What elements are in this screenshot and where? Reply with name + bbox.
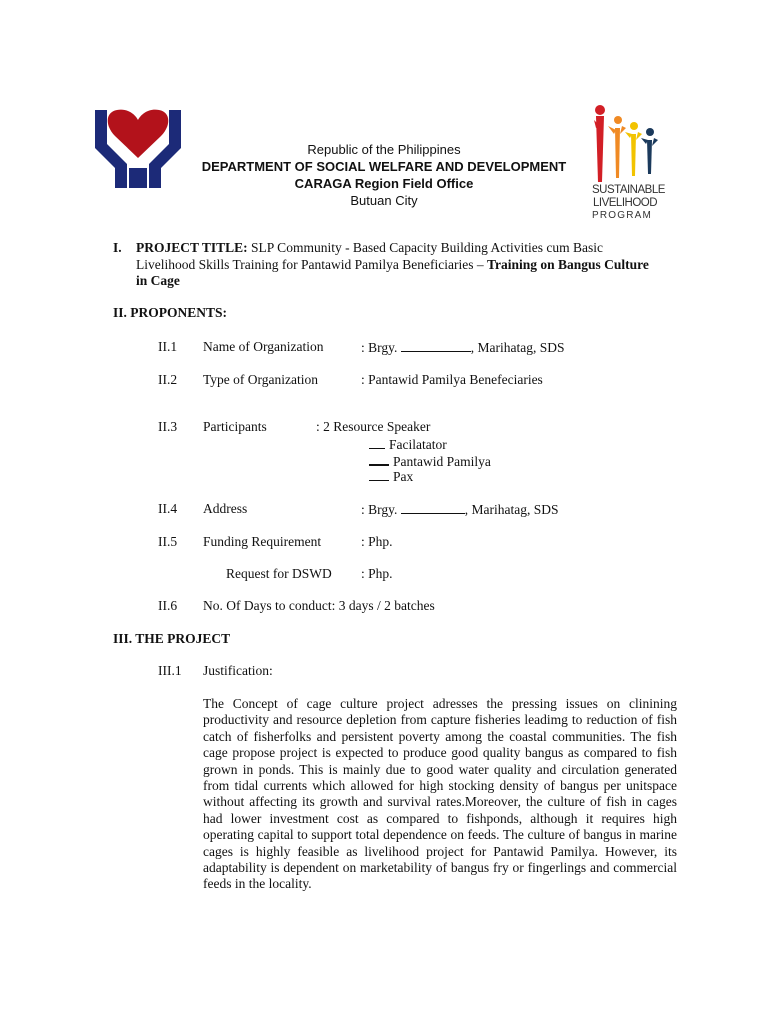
- header-country: Republic of the Philippines: [307, 142, 461, 157]
- section2-heading: II. PROPONENTS:: [113, 305, 228, 320]
- participants-resource-speaker: : 2 Resource Speaker: [316, 419, 431, 434]
- item-label-org-type: Type of Organization: [203, 372, 319, 387]
- slp-logo-text-1: SUSTAINABLE: [592, 184, 665, 196]
- section1-title-line2: [136, 257, 649, 273]
- item-num-address: II.4: [158, 501, 178, 516]
- org-name-prefix: : Brgy.: [361, 340, 401, 355]
- item-value-org-type: : Pantawid Pamilya Benefeciaries: [361, 372, 543, 387]
- address-blank: [401, 501, 465, 514]
- item-value-request: : Php.: [361, 566, 393, 581]
- slp-logo-text-3: PROGRAM: [592, 210, 653, 221]
- section1-title-line1: [136, 240, 603, 256]
- item-value-funding: : Php.: [361, 534, 393, 549]
- pantawid-blank: [369, 452, 389, 466]
- item-num-justification: III.1: [158, 663, 182, 678]
- pantawid-label: Pantawid Pamilya: [393, 454, 491, 469]
- header-region: CARAGA Region Field Office: [294, 176, 474, 191]
- facilitator-label: Facilatator: [389, 437, 447, 452]
- address-prefix: : Brgy.: [361, 502, 401, 517]
- item-value-address: [361, 501, 559, 518]
- item-label-funding: Funding Requirement: [203, 534, 322, 549]
- item-num-funding: II.5: [158, 534, 178, 549]
- item-label-address: Address: [203, 501, 248, 516]
- item-label-org-name: Name of Organization: [203, 339, 324, 354]
- item-num-org-type: II.2: [158, 372, 178, 387]
- slp-logo-text-2: LIVELIHOOD: [593, 197, 658, 209]
- section3-heading: III. THE PROJECT: [113, 631, 231, 646]
- facilitator-blank: [369, 436, 385, 449]
- section1-numeral: I.: [113, 240, 122, 255]
- justification-paragraph: The Concept of cage culture project adresses the pressing issues on clinining productivity and resource depletion from capture fisheries leadimg to reduction of fish catch of fisherfolks and persistent poverty among the coastal communities. The fish cage propose project is expected to produce good quality bangus as compared to fish grown in ponds. This is mainly due to good water quality and circulation generated from tidal currents which allowed for high stocking density of bangus per unitspace without affecting its growth and survival rates.Moreover, the culture of fish in cages had lower investment cost as compared to fishponds, although it requires high operating capital to support total dependence on feeds. The culture of bangus in marine cages is highly feasible as livelihood project for Pantawid Pamilya. However, its adaptability is dependent on marketability of bangus fry or fingerlings and commercial feeds in the locality.: [203, 696, 677, 892]
- project-title-text-2: Livelihood Skills Training for Pantawid Pamilya Beneficiaries –: [136, 257, 484, 272]
- pax-label: Pax: [393, 469, 414, 484]
- address-suffix: , Marihatag, SDS: [464, 502, 559, 517]
- item-value-org-name: [361, 339, 565, 356]
- item-label-request: Request for DSWD: [226, 566, 332, 581]
- org-name-blank: [401, 339, 471, 352]
- participants-facilitator: [369, 436, 447, 453]
- item-text-days: No. Of Days to conduct: 3 days / 2 batches: [203, 598, 435, 613]
- item-label-justification: Justification:: [203, 663, 273, 678]
- item-num-participants: II.3: [158, 419, 178, 434]
- project-title-bold-2: Training on Bangus Culture: [486, 257, 649, 272]
- item-label-participants: Participants: [203, 419, 267, 434]
- pax-blank: [369, 468, 389, 481]
- org-name-suffix: , Marihatag, SDS: [470, 340, 565, 355]
- project-title-label: PROJECT TITLE:: [136, 240, 248, 255]
- header-city: Butuan City: [350, 193, 418, 208]
- item-num-org-name: II.1: [158, 339, 178, 354]
- project-title-bold-3: in Cage: [136, 273, 180, 288]
- project-title-text-1: SLP Community - Based Capacity Building Activities cum Basic: [251, 240, 604, 255]
- header-department: DEPARTMENT OF SOCIAL WELFARE AND DEVELOPMENT: [201, 159, 567, 174]
- item-num-days: II.6: [158, 598, 178, 613]
- participants-pax: [369, 468, 413, 485]
